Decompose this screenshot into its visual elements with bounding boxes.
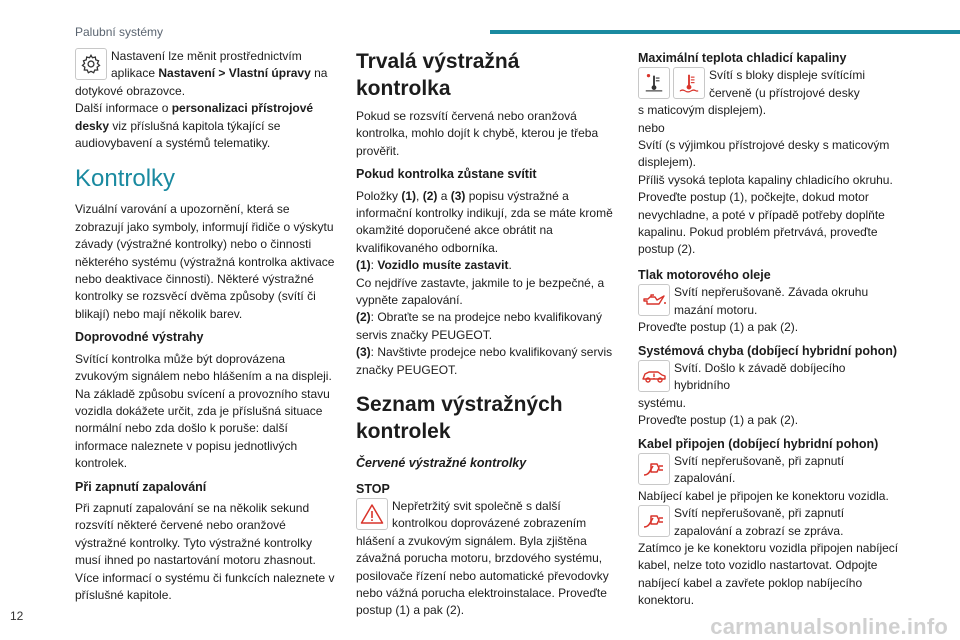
coolant-text-4: Svítí (s výjimkou přístrojové desky s maticovým displejem). xyxy=(638,138,890,170)
paragraph: Při zapnutí zapalování se na několik sekund rozsvítí některé červené nebo oranžové výstražné kontrolky. Tyto výstražné kontrolky musí ihned po nastartování motoru zhasnout. Více informací o systému či funkcích naleznete v příslušné kapitole. xyxy=(75,500,335,602)
coolant-temperature-matrix-icon xyxy=(638,67,670,99)
system-text-3: Proveďte postup (1) a pak (2). xyxy=(638,413,799,428)
subheading-pri-zapnuti: Při zapnutí zapalování xyxy=(75,479,207,494)
stop-title: STOP xyxy=(356,481,390,496)
column-2 xyxy=(356,48,618,620)
section-heading-seznam: Seznam výstražných kontrolek xyxy=(356,393,563,444)
coolant-text-2: s maticovým displejem). xyxy=(638,103,767,118)
intro-line-1: Nastavení lze měnit prostřednictvím xyxy=(111,49,302,63)
intro-line-3: dotykové obrazovce. xyxy=(75,83,186,98)
header-title: Palubní systémy xyxy=(75,25,164,39)
cable-entry-1 xyxy=(638,453,900,488)
coolant-text-1: Svítí s bloky displeje svítícími červeně (u přístrojové desky xyxy=(709,68,866,100)
coolant-text-5: Příliš vysoká teplota kapaliny chladicího okruhu. Proveďte postup (1), počkejte, dokud motor nevychladne, a poté v případě potřeby doplňte kapalinu. Pokud problém přetrvává, proveďte postup (2). xyxy=(638,172,893,257)
system-text-1: Svítí. Došlo k závadě dobíjecího hybridního xyxy=(674,360,846,393)
stop-text-2: hlášení a zvukovým signálem. Byla zjištěna závažná porucha motoru, brzdového systému, posilovače řízení nebo automatické převodovky nebo vážná porucha elektroinstalace. Proveďte postup (1) a pak (2). xyxy=(356,533,609,618)
gear-icon xyxy=(75,48,107,80)
oil-text-2: Proveďte postup (1) a pak (2). xyxy=(638,320,799,335)
coolant-entry xyxy=(638,67,900,102)
system-title: Systémová chyba (dobíjecí hybridní pohon) xyxy=(638,343,898,358)
intro-line-6: audiovybavení a systémů telematiky. xyxy=(75,136,271,151)
hybrid-system-fault-icon xyxy=(638,360,670,392)
subheading-cervene: Červené výstražné kontrolky xyxy=(356,456,527,471)
oil-can-icon xyxy=(638,284,670,316)
coolant-temperature-icon xyxy=(673,67,705,99)
paragraph: (1): Vozidlo musíte zastavit. xyxy=(356,258,512,273)
cable-text-3: Svítí nepřerušovaně, při zapnutí zapalování a zobrazí se zpráva. xyxy=(674,506,845,538)
header-accent-bar xyxy=(490,30,960,34)
paragraph: Co nejdříve zastavte, jakmile to je bezpečné, a vypněte zapalování. xyxy=(356,275,605,308)
paragraph: Vizuální varování a upozornění, která se zobrazují jako symboly, informují řidiče o výskytu závady (výstražné kontrolky) nebo o činnosti některého systému (výstražná kontrolka aktivace nebo deaktivace činnosti). Některé výstražné kontrolky se rozsvěcí dvěma způsoby (svítí či blikají) nebo mají několik barev. xyxy=(75,202,335,321)
section-heading-kontrolky: Kontrolky xyxy=(75,165,176,193)
system-text-2: systému. xyxy=(638,395,687,410)
stop-text-1: Nepřetržitý svit společně s další kontrolkou doprovázené zobrazením xyxy=(392,498,587,531)
paragraph: Pokud se rozsvítí červená nebo oranžová kontrolka, mohlo dojít k chybě, kterou je třeba prověřit. xyxy=(356,109,599,158)
subheading-doprovodne-vystrahy: Doprovodné výstrahy xyxy=(75,330,204,345)
oil-text-1: Svítí nepřerušovaně. Závada okruhu mazání motoru. xyxy=(674,285,869,317)
oil-title: Tlak motorového oleje xyxy=(638,267,771,282)
system-entry xyxy=(638,360,900,395)
intro-line-4: Další informace o personalizaci přístrojové xyxy=(75,101,314,116)
column-3 xyxy=(638,48,900,610)
section-heading-trvala: Trvalá výstražná kontrolka xyxy=(356,50,520,100)
subheading-pokud-kontrolka: Pokud kontrolka zůstane svítit xyxy=(356,167,537,182)
oil-entry xyxy=(638,284,900,319)
paragraph: (2): Obraťte se na prodejce nebo kvalifikovaný servis značky PEUGEOT. xyxy=(356,310,602,342)
intro-line-5: desky viz příslušná kapitola týkající se xyxy=(75,118,281,133)
coolant-text-3: nebo xyxy=(638,120,665,135)
settings-note xyxy=(75,48,337,83)
column-1 xyxy=(75,48,337,604)
intro-line-2: aplikace Nastavení > Vlastní úpravy na xyxy=(111,66,328,81)
paragraph: (3): Navštivte prodejce nebo kvalifikovaný servis značky PEUGEOT. xyxy=(356,345,613,377)
cable-text-4: Zatímco je ke konektoru vozidla připojen nabíjecí kabel, nelze toto vozidlo nastartovat. Odpojte nabíjecí kabel a zavřete poklop nabíjecího konektoru. xyxy=(638,540,899,608)
charging-plug-icon xyxy=(638,505,670,537)
stop-entry xyxy=(356,498,618,533)
charging-plug-icon xyxy=(638,453,670,485)
cable-text-1: Svítí nepřerušovaně, při zapnutí zapalování. xyxy=(674,453,845,486)
cable-text-2: Nabíjecí kabel je připojen ke konektoru vozidla. xyxy=(638,488,889,503)
paragraph: Svítící kontrolka může být doprovázena zvukovým signálem nebo hlášením a na displeji. Na základě způsobu svícení a provozního stavu vozidla dokážete určit, zda je příslušná situace normální nebo zda došlo k poruše: další informace naleznete v popisu jednotlivých kontrolek. xyxy=(75,351,332,471)
watermark: carmanualsonline.info xyxy=(710,614,948,639)
page-number: 12 xyxy=(10,609,24,623)
paragraph: Položky (1), (2) a (3) popisu výstražné a informační kontrolky indikují, zda se máte kromě okamžité doporučené akce obrátit na kvalifikovaného odborníka. xyxy=(356,188,613,255)
warning-triangle-icon xyxy=(356,498,388,530)
cable-entry-2 xyxy=(638,505,900,540)
cable-title: Kabel připojen (dobíjecí hybridní pohon) xyxy=(638,436,879,451)
coolant-title: Maximální teplota chladicí kapaliny xyxy=(638,51,847,65)
